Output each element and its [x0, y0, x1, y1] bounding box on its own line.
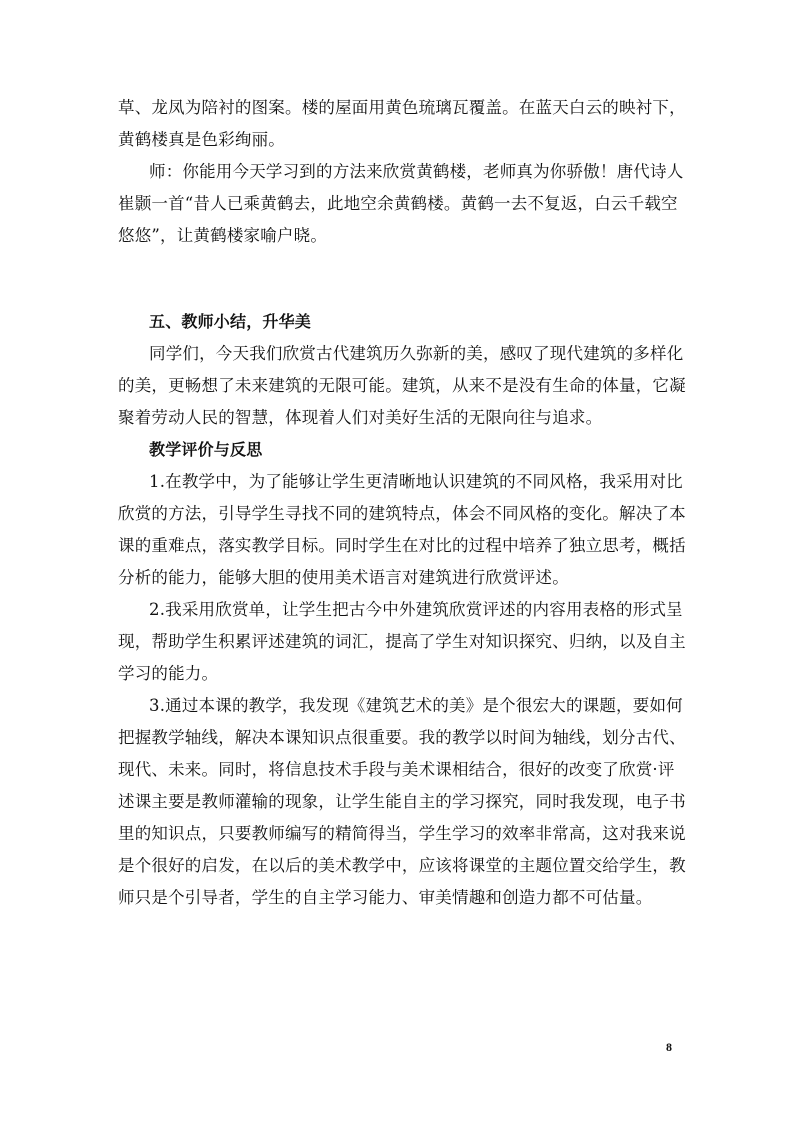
section-heading: 五、教师小结，升华美 — [149, 312, 312, 331]
body-text-line: 课的重难点，落实教学目标。同时学生在对比的过程中培养了独立思考，概括 — [118, 536, 686, 555]
body-text-line: 师：你能用今天学习到的方法来欣赏黄鹤楼，老师真为你骄傲！唐代诗人 — [149, 162, 684, 181]
body-text-line: 崔颢一首“昔人已乘黄鹤去，此地空余黄鹤楼。黄鹤一去不复返，白云千载空 — [118, 194, 678, 213]
body-text-line: 师只是个引导者，学生的自主学习能力、审美情趣和创造力都不可估量。 — [118, 888, 653, 907]
body-text-line: 3.通过本课的教学，我发现《建筑艺术的美》是个很宏大的课题，要如何 — [149, 696, 683, 715]
body-text-line: 的美，更畅想了未来建筑的无限可能。建筑，从来不是没有生命的体量，它凝 — [118, 376, 686, 395]
body-text-line: 是个很好的启发，在以后的美术教学中，应该将课堂的主题位置交给学生，教 — [118, 856, 686, 875]
body-text-line: 欣赏的方法，引导学生寻找不同的建筑特点，体会不同风格的变化。解决了本 — [118, 504, 686, 523]
body-text-line: 现，帮助学生积累评述建筑的词汇，提高了学生对知识探究、归纳，以及自主 — [118, 632, 686, 651]
body-text-line: 同学们，今天我们欣赏古代建筑历久弥新的美，感叹了现代建筑的多样化 — [149, 344, 684, 363]
body-text-line: 述课主要是教师灌输的现象，让学生能自主的学习探究，同时我发现，电子书 — [118, 792, 686, 811]
page-number: 8 — [666, 1040, 672, 1054]
body-text-line: 聚着劳动人民的智慧，体现着人们对美好生活的无限向往与追求。 — [118, 408, 603, 427]
subsection-heading: 教学评价与反思 — [149, 440, 263, 459]
document-body — [118, 92, 686, 914]
body-text-line: 分析的能力，能够大胆的使用美术语言对建筑进行欣赏评述。 — [118, 568, 569, 587]
body-text-line: 草、龙凤为陪衬的图案。楼的屋面用黄色琉璃瓦覆盖。在蓝天白云的映衬下， — [118, 98, 686, 117]
body-text-line: 里的知识点，只要教师编写的精简得当，学生学习的效率非常高，这对我来说 — [118, 824, 686, 843]
body-text-line: 学习的能力。 — [118, 664, 219, 683]
body-text-line: 1.在教学中，为了能够让学生更清晰地认识建筑的不同风格，我采用对比 — [149, 472, 683, 491]
body-text-line: 2.我采用欣赏单，让学生把古今中外建筑欣赏评述的内容用表格的形式呈 — [149, 600, 683, 619]
body-text-line: 现代、未来。同时，将信息技术手段与美术课相结合，很好的改变了欣赏·评 — [118, 760, 675, 779]
body-text-line: 把握教学轴线，解决本课知识点很重要。我的教学以时间为轴线，划分古代、 — [118, 728, 686, 747]
section-spacer — [118, 252, 678, 306]
body-text-line: 黄鹤楼真是色彩绚丽。 — [118, 130, 285, 149]
body-text-line: 悠悠”，让黄鹤楼家喻户晓。 — [118, 226, 328, 245]
